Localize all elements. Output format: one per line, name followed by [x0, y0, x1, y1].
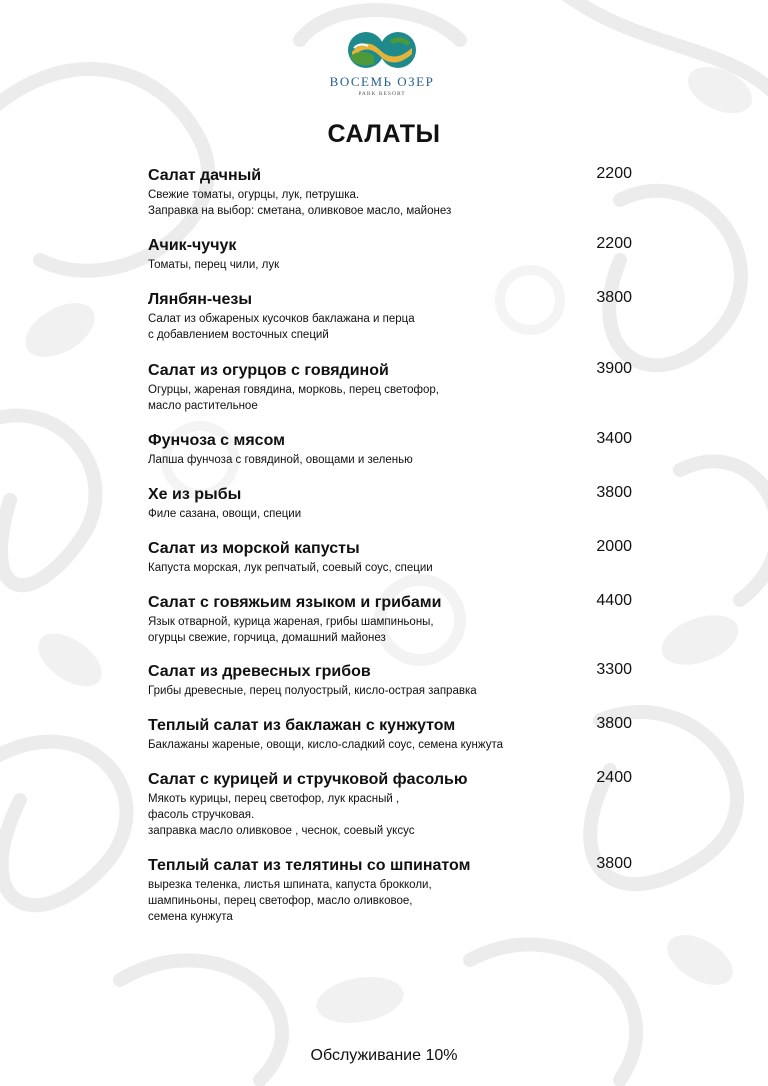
- item-description: [148, 311, 634, 343]
- item-desc-line: Филе сазана, овощи, специи: [148, 508, 302, 520]
- menu-item: [148, 856, 634, 925]
- item-desc-line: Томаты, перец чили, лук: [148, 259, 280, 271]
- item-price: 3800: [596, 289, 632, 306]
- item-desc-line: Огурцы, жареная говядина, морковь, перец светофор,: [148, 384, 439, 396]
- brand-name: ВОСЕМЬ ОЗЕР: [329, 74, 435, 89]
- menu-item: [148, 662, 634, 699]
- menu-item: [148, 593, 634, 646]
- infinity-lakes-logo-icon: [346, 30, 418, 70]
- item-desc-line: вырезка теленка, листья шпината, капуста брокколи,: [148, 879, 432, 891]
- item-desc-line: шампиньоны, перец светофор, масло оливковое,: [148, 895, 413, 907]
- menu-item: [148, 431, 634, 468]
- item-price: 2200: [596, 165, 632, 182]
- item-description: [148, 257, 634, 273]
- item-desc-line: семена кунжута: [148, 911, 233, 923]
- item-name: Салат из огурцов с говядиной: [148, 362, 389, 379]
- item-description: [148, 683, 634, 699]
- item-description: [148, 737, 634, 753]
- item-description: [148, 506, 634, 522]
- item-desc-line: с добавлением восточных специй: [148, 329, 329, 341]
- menu-item: [148, 716, 634, 753]
- menu-item: [148, 166, 634, 219]
- item-name: Теплый салат из баклажан с кунжутом: [148, 717, 456, 734]
- item-name: Салат с говяжьим языком и грибами: [148, 594, 442, 611]
- item-price: 3900: [596, 360, 632, 377]
- item-description: [148, 614, 634, 646]
- service-charge-note: Обслуживание 10%: [310, 1047, 458, 1064]
- brand-subtitle: PARK RESORT: [358, 91, 406, 97]
- item-name: Салат из морской капусты: [148, 540, 360, 557]
- item-name: Салат дачный: [148, 167, 262, 184]
- item-description: [148, 452, 634, 468]
- item-description: [148, 560, 634, 576]
- menu-item: [148, 485, 634, 522]
- item-desc-line: Баклажаны жареные, овощи, кисло-сладкий соус, семена кунжута: [148, 739, 504, 751]
- item-name: Салат из древесных грибов: [148, 663, 371, 680]
- item-name: Фунчоза с мясом: [148, 432, 285, 449]
- item-description: [148, 791, 634, 839]
- item-name: Салат с курицей и стручковой фасолью: [148, 771, 468, 788]
- item-price: 3800: [596, 855, 632, 872]
- item-price: 3400: [596, 430, 632, 447]
- item-price: 2200: [596, 235, 632, 252]
- menu-item: [148, 290, 634, 343]
- item-description: [148, 187, 634, 219]
- item-name: Хе из рыбы: [148, 486, 242, 503]
- item-desc-line: огурцы свежие, горчица, домашний майонез: [148, 632, 386, 644]
- menu-item: [148, 539, 634, 576]
- menu-item: [148, 361, 634, 414]
- item-price: 3800: [596, 484, 632, 501]
- item-price: 4400: [596, 592, 632, 609]
- item-desc-line: Лапша фунчоза с говядиной, овощами и зеленью: [148, 454, 413, 466]
- item-price: 2000: [596, 538, 632, 555]
- item-desc-line: Салат из обжареных кусочков баклажана и перца: [148, 313, 415, 325]
- item-description: [148, 382, 634, 414]
- item-desc-line: Заправка на выбор: сметана, оливковое масло, майонез: [148, 205, 452, 217]
- item-desc-line: Капуста морская, лук репчатый, соевый соус, специи: [148, 562, 433, 574]
- item-desc-line: Свежие томаты, огурцы, лук, петрушка.: [148, 189, 360, 201]
- item-description: [148, 877, 634, 925]
- item-desc-line: Мякоть курицы, перец светофор, лук красный ,: [148, 793, 400, 805]
- item-desc-line: Грибы древесные, перец полуострый, кисло-острая заправка: [148, 685, 477, 697]
- item-desc-line: Язык отварной, курица жареная, грибы шампиньоны,: [148, 616, 434, 628]
- item-desc-line: фасоль стручковая.: [148, 809, 255, 821]
- section-title: САЛАТЫ: [327, 120, 441, 148]
- item-price: 3300: [596, 661, 632, 678]
- item-name: Теплый салат из телятины со шпинатом: [148, 857, 471, 874]
- menu-item: [148, 236, 634, 273]
- item-desc-line: заправка масло оливковое , чеснок, соевый уксус: [148, 825, 415, 837]
- item-desc-line: масло растительное: [148, 400, 258, 412]
- item-price: 2400: [596, 769, 632, 786]
- item-name: Лянбян-чезы: [148, 291, 253, 308]
- item-price: 3800: [596, 715, 632, 732]
- brand-logo: [327, 30, 437, 97]
- item-name: Ачик-чучук: [148, 237, 237, 254]
- menu-item: [148, 770, 634, 839]
